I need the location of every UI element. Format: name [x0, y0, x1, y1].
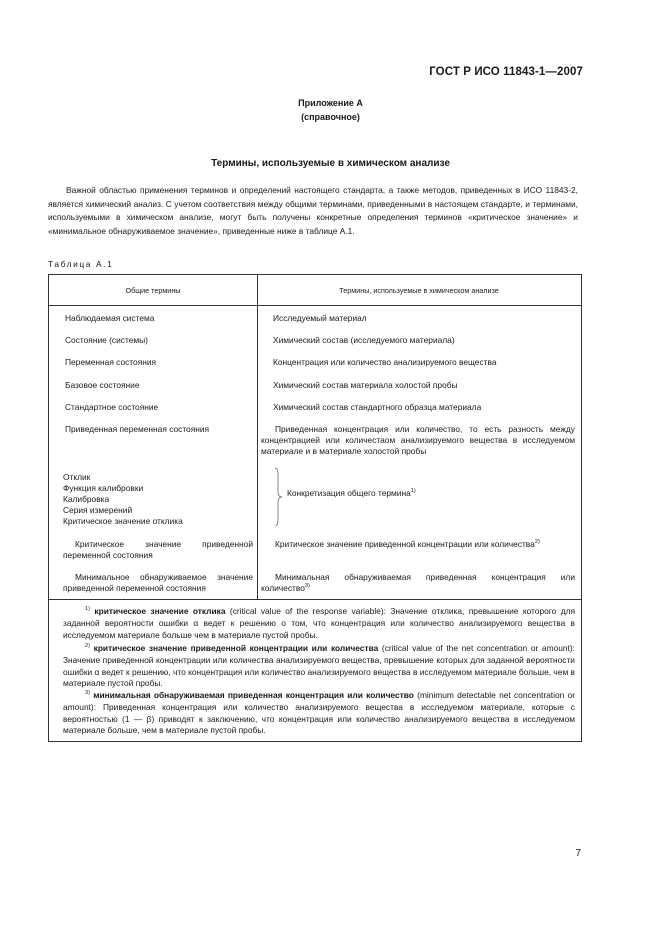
- grouped-term: Функция калибровки: [63, 483, 144, 493]
- header-chemical-terms: Термины, используемые в химическом анализе: [339, 286, 499, 295]
- general-term: Критическое значение приведенной переменной состояния: [63, 539, 253, 560]
- general-term: Состояние (системы): [65, 335, 148, 345]
- chemical-term: Концентрация или количество анализируемого вещества: [273, 357, 497, 367]
- table-label: Таблица А.1: [48, 259, 114, 269]
- group-concretization: Конкретизация общего термина$^{1)}$: [287, 488, 416, 498]
- footnote: $^{1)}$ критическое значение отклика (critical value of the response variable): Значение отклика, превышение которого для заданной вероятности ошибки α ведет к решению о том, что концентрация или количество анализируемого вещества в исследуемом материале больше чем в материале пустой пробы.: [63, 606, 575, 640]
- page-number: 7: [575, 848, 581, 859]
- annex-title: Приложение А: [298, 98, 363, 108]
- header-general-terms: Общие термины: [125, 286, 181, 295]
- general-term: Базовое состояние: [65, 380, 140, 390]
- column-divider: [257, 275, 258, 599]
- general-term: Переменная состояния: [65, 357, 157, 367]
- grouped-term: Серия измерений: [63, 505, 133, 515]
- header-divider: [49, 305, 581, 306]
- chemical-term: Критическое значение приведенной концентрации или количества$^{2)}$: [275, 539, 540, 549]
- standard-code: ГОСТ Р ИСО 11843-1—2007: [429, 66, 583, 78]
- general-term: Минимальное обнаруживаемое значение приведенной переменной состояния: [63, 572, 253, 593]
- annex-status: (справочное): [301, 112, 360, 122]
- grouped-term: Отклик: [63, 472, 91, 482]
- footnote: $^{2)}$ критическое значение приведенной концентрации или количества (critical value of the net concentration or amount): Значение приведенной концентрации или количества анализируемого вещества, превышение которых для заданной вероятности ошибки α ведет к решению, что концентрация или количество анализируемого вещества в исследуемом материале больше, чем в материале пустой пробы.: [63, 643, 575, 689]
- terms-table: [48, 274, 582, 742]
- chemical-term: Химический состав стандартного образца материала: [273, 402, 482, 412]
- general-term: Приведенная переменная состояния: [65, 424, 210, 434]
- document-title: Термины, используемые в химическом анализе: [211, 158, 450, 169]
- intro-paragraph: Важной областью применения терминов и определений настоящего стандарта, а также методов, приведенных в ИСО 11843-2, является химический анализ. С учетом соответствия между общими терминами, приведенными в настоящем стандарте, и терминами, используемыми в химическом анализе, могут быть получены конкретные определения терминов «критическое значение» и «минимальное обнаруживаемое значение», приведенные ниже в таблице А.1.: [48, 185, 578, 236]
- chemical-term: Химический состав материала холостой пробы: [273, 380, 458, 390]
- chemical-term: Исследуемый материал: [273, 313, 367, 323]
- annex-heading: [0, 96, 661, 124]
- footnote: $^{3)}$ минимальная обнаруживаемая приведенная концентрация или количество (minimum detectable net concentration or amount): Приведенная концентрация или количество анализируемого вещества в исследуемом материале, которые с вероятностью (1 — β) приводят к заключению, что концентрация или количество анализируемого вещества в исследуемом материале больше, чем в материале пустой пробы.: [63, 690, 575, 736]
- grouped-term: Критическое значение отклика: [63, 516, 183, 526]
- curly-brace-icon: [273, 468, 283, 526]
- footnotes-divider: [49, 599, 581, 600]
- chemical-term: Химический состав (исследуемого материала): [273, 335, 455, 345]
- grouped-general-terms: [63, 472, 183, 527]
- grouped-term: Калибровка: [63, 494, 110, 504]
- chemical-term: Минимальная обнаруживаемая приведенная концентрация или количество$^{3)}$: [261, 572, 575, 593]
- chemical-term: Приведенная концентрация или количество, то есть разность между концентрацией или количестаом анализируемого вещества в исследуемом материале и в материале холостой пробы: [261, 424, 575, 456]
- general-term: Наблюдаемая система: [65, 313, 155, 323]
- general-term: Стандартное состояние: [65, 402, 159, 412]
